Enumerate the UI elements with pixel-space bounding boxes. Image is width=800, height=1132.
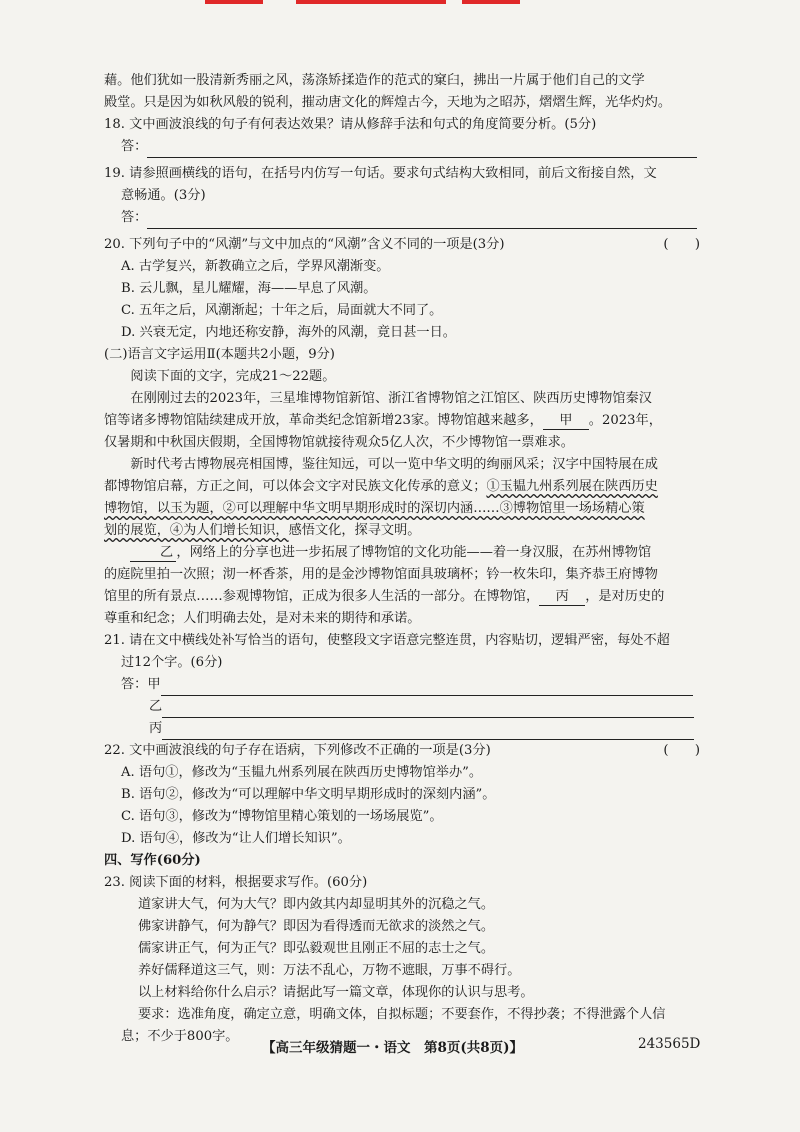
question-19-line-2: 意畅通。(3分): [121, 188, 206, 203]
answer-line-18[interactable]: [147, 141, 697, 158]
question-19-line-1: 19. 请参照画横线的语句，在括号内仿写一句话。要求句式结构大致相同，前后文衔接自然，文: [104, 166, 657, 181]
answer-21-yi: [104, 696, 704, 718]
paragraph-3-text: ，网络上的分享也进一步拓展了博物馆的文化功能——着一身汉服，在苏州博物馆: [176, 545, 652, 560]
section-4-title: 四、写作(60分): [104, 853, 201, 868]
answer-18: [104, 136, 704, 158]
paragraph-1-line-1: 在刚刚过去的2023年，三星堆博物馆新馆、浙江省博物馆之江馆区、陕西历史博物馆秦汉: [130, 391, 652, 406]
footer-page-info: 【高三年级猜题一・语文 第8页(共8页)】: [262, 1040, 524, 1056]
exam-page: [104, 70, 704, 1048]
blank-bing[interactable]: 丙: [539, 589, 585, 606]
blank-yi[interactable]: 乙: [130, 545, 176, 562]
option-22-a: A. 语句①，修改为“玉韫九州系列展在陕西历史博物馆举办”。: [121, 765, 483, 780]
answer-line-19[interactable]: [147, 212, 697, 229]
question-23: 23. 阅读下面的材料，根据要求写作。(60分): [104, 875, 368, 890]
answer-19: [104, 207, 704, 229]
top-red-mark-3: [462, 0, 520, 4]
paragraph-3-text-mid: 馆里的所有景点……参观博物馆，正成为很多人生活的一部分。在博物馆，: [104, 589, 540, 604]
paragraph-3-line-1: [104, 542, 704, 564]
paragraph-3-line-2: 的庭院里拍一次照；沏一杯香茶，用的是金沙博物馆面具玻璃杯；钤一枚朱印，集齐恭王府博物: [104, 567, 658, 582]
material-line-2: 佛家讲静气，何为静气？即因为看得透而无欲求的淡然之气。: [138, 919, 495, 934]
material-line-1: 道家讲大气，何为大气？即内敛其内却显明其外的沉稳之气。: [138, 897, 495, 912]
paragraph-2-text: 都博物馆启幕，方正之间，可以体会文字对民族文化传承的意义；: [104, 479, 487, 494]
top-red-mark-1: [205, 0, 263, 4]
option-22-d: D. 语句④，修改为“让人们增长知识”。: [121, 831, 351, 846]
answer-parenthesis-20[interactable]: ( ): [663, 237, 700, 252]
paragraph-1-line-3: 仅暑期和中秋国庆假期，全国博物馆就接待观众5亿人次，不少博物馆一票难求。: [104, 435, 574, 450]
answer-label: 答：: [121, 210, 148, 225]
wavy-sentence-part-3: 划的展览，④为人们增长知识，: [104, 523, 289, 538]
writing-prompt: 以上材料给你什么启示？请据此写一篇文章，体现你的认识与思考。: [138, 985, 534, 1000]
read-instruction: 阅读下面的文字，完成21～22题。: [130, 369, 336, 384]
question-21-line-2: 过12个字。(6分): [121, 655, 223, 670]
requirements-line-1: 要求：选准角度，确定立意，明确文体，自拟标题；不要套作，不得抄袭；不得泄露个人信: [138, 1007, 666, 1022]
paragraph-2-tail: 感悟文化，探寻文明。: [288, 523, 421, 538]
footer-code: 243565D: [638, 1036, 701, 1052]
answer-21-label: 答：甲: [121, 677, 161, 692]
answer-line-yi[interactable]: [162, 701, 694, 718]
question-20-text: 20. 下列句子中的“风潮”与文中加点的“风潮”含义不同的一项是(3分): [104, 237, 505, 252]
question-22-text: 22. 文中画波浪线的句子存在语病，下列修改不正确的一项是(3分): [104, 743, 491, 758]
paragraph-1-text: 馆等诸多博物馆陆续建成开放，革命类纪念馆新增23家。博物馆越来越多，: [104, 413, 543, 428]
paragraph-1-line-2: [104, 410, 704, 432]
option-20-b: B. 云儿飘，星儿耀耀，海——早息了风潮。: [121, 281, 377, 296]
option-20-a: A. 古学复兴，新教确立之后，学界风潮渐变。: [121, 259, 390, 274]
option-20-c: C. 五年之后，风潮渐起；十年之后，局面就大不同了。: [121, 303, 443, 318]
option-20-d: D. 兴衰无定，内地还称安静，海外的风潮，竟日甚一日。: [121, 325, 456, 340]
requirements-line-2: 息；不少于800字。: [121, 1029, 239, 1044]
option-22-c: C. 语句③，修改为“博物馆里精心策划的一场场展览”。: [121, 809, 443, 824]
answer-21-jia: [104, 674, 704, 696]
paragraph-3-text-tail: ，是对历史的: [585, 589, 665, 604]
section-2-title: (二)语言文字运用Ⅱ(本题共2小题，9分): [104, 347, 335, 362]
question-18: 18. 文中画波浪线的句子有何表达效果？请从修辞手法和句式的角度简要分析。(5分): [104, 117, 597, 132]
paragraph-3-line-3: [104, 586, 704, 608]
paragraph-2-line-1: 新时代考古博物展亮相国博，鉴往知远，可以一览中华文明的绚丽风采；汉字中国特展在成: [130, 457, 658, 472]
wavy-sentence-part-2: 博物馆，以玉为题，②可以理解中华文明早期形成时的深切内涵……③博物馆里一场场精心策: [104, 501, 645, 516]
passage-tail-line-2: 殿堂。只是因为如秋风般的锐利，摧动唐文化的辉煌古今，天地为之昭苏，熠熠生辉，光华灼灼。: [104, 95, 672, 110]
answer-label: 答：: [121, 139, 148, 154]
answer-parenthesis-22[interactable]: ( ): [663, 743, 700, 758]
blank-jia[interactable]: 甲: [543, 413, 589, 430]
wavy-sentence-part-1: ①玉韫九州系列展在陕西历史: [486, 479, 658, 494]
answer-21-bing: [104, 718, 704, 740]
material-line-3: 儒家讲正气，何为正气？即弘毅观世且刚正不屈的志士之气。: [138, 941, 495, 956]
question-20: [104, 234, 704, 256]
paragraph-3-line-4: 尊重和纪念；人们明确去处，是对未来的期待和承诺。: [104, 611, 421, 626]
paragraph-1-text-tail: 。2023年，: [588, 413, 662, 428]
paragraph-2-line-4: [104, 520, 704, 542]
answer-line-bing[interactable]: [162, 723, 694, 740]
option-22-b: B. 语句②，修改为“可以理解中华文明早期形成时的深刻内涵”。: [121, 787, 496, 802]
answer-line-jia[interactable]: [161, 679, 693, 696]
question-21-line-1: 21. 请在文中横线处补写恰当的语句，使整段文字语意完整连贯，内容贴切，逻辑严密，每处不超: [104, 633, 670, 648]
passage-tail-line-1: 藉。他们犹如一股清新秀丽之风，荡涤矫揉造作的范式的窠臼，拂出一片属于他们自己的文学: [104, 73, 645, 88]
answer-21-yi-label: 乙: [149, 699, 163, 714]
top-red-mark-2: [296, 0, 446, 4]
paragraph-2-line-3: [104, 498, 704, 520]
answer-21-bing-label: 丙: [149, 721, 163, 736]
paragraph-2-line-2: [104, 476, 704, 498]
question-22: [104, 740, 704, 762]
material-line-4: 养好儒释道这三气，则：万法不乱心，万物不遮眼，万事不碍行。: [138, 963, 521, 978]
